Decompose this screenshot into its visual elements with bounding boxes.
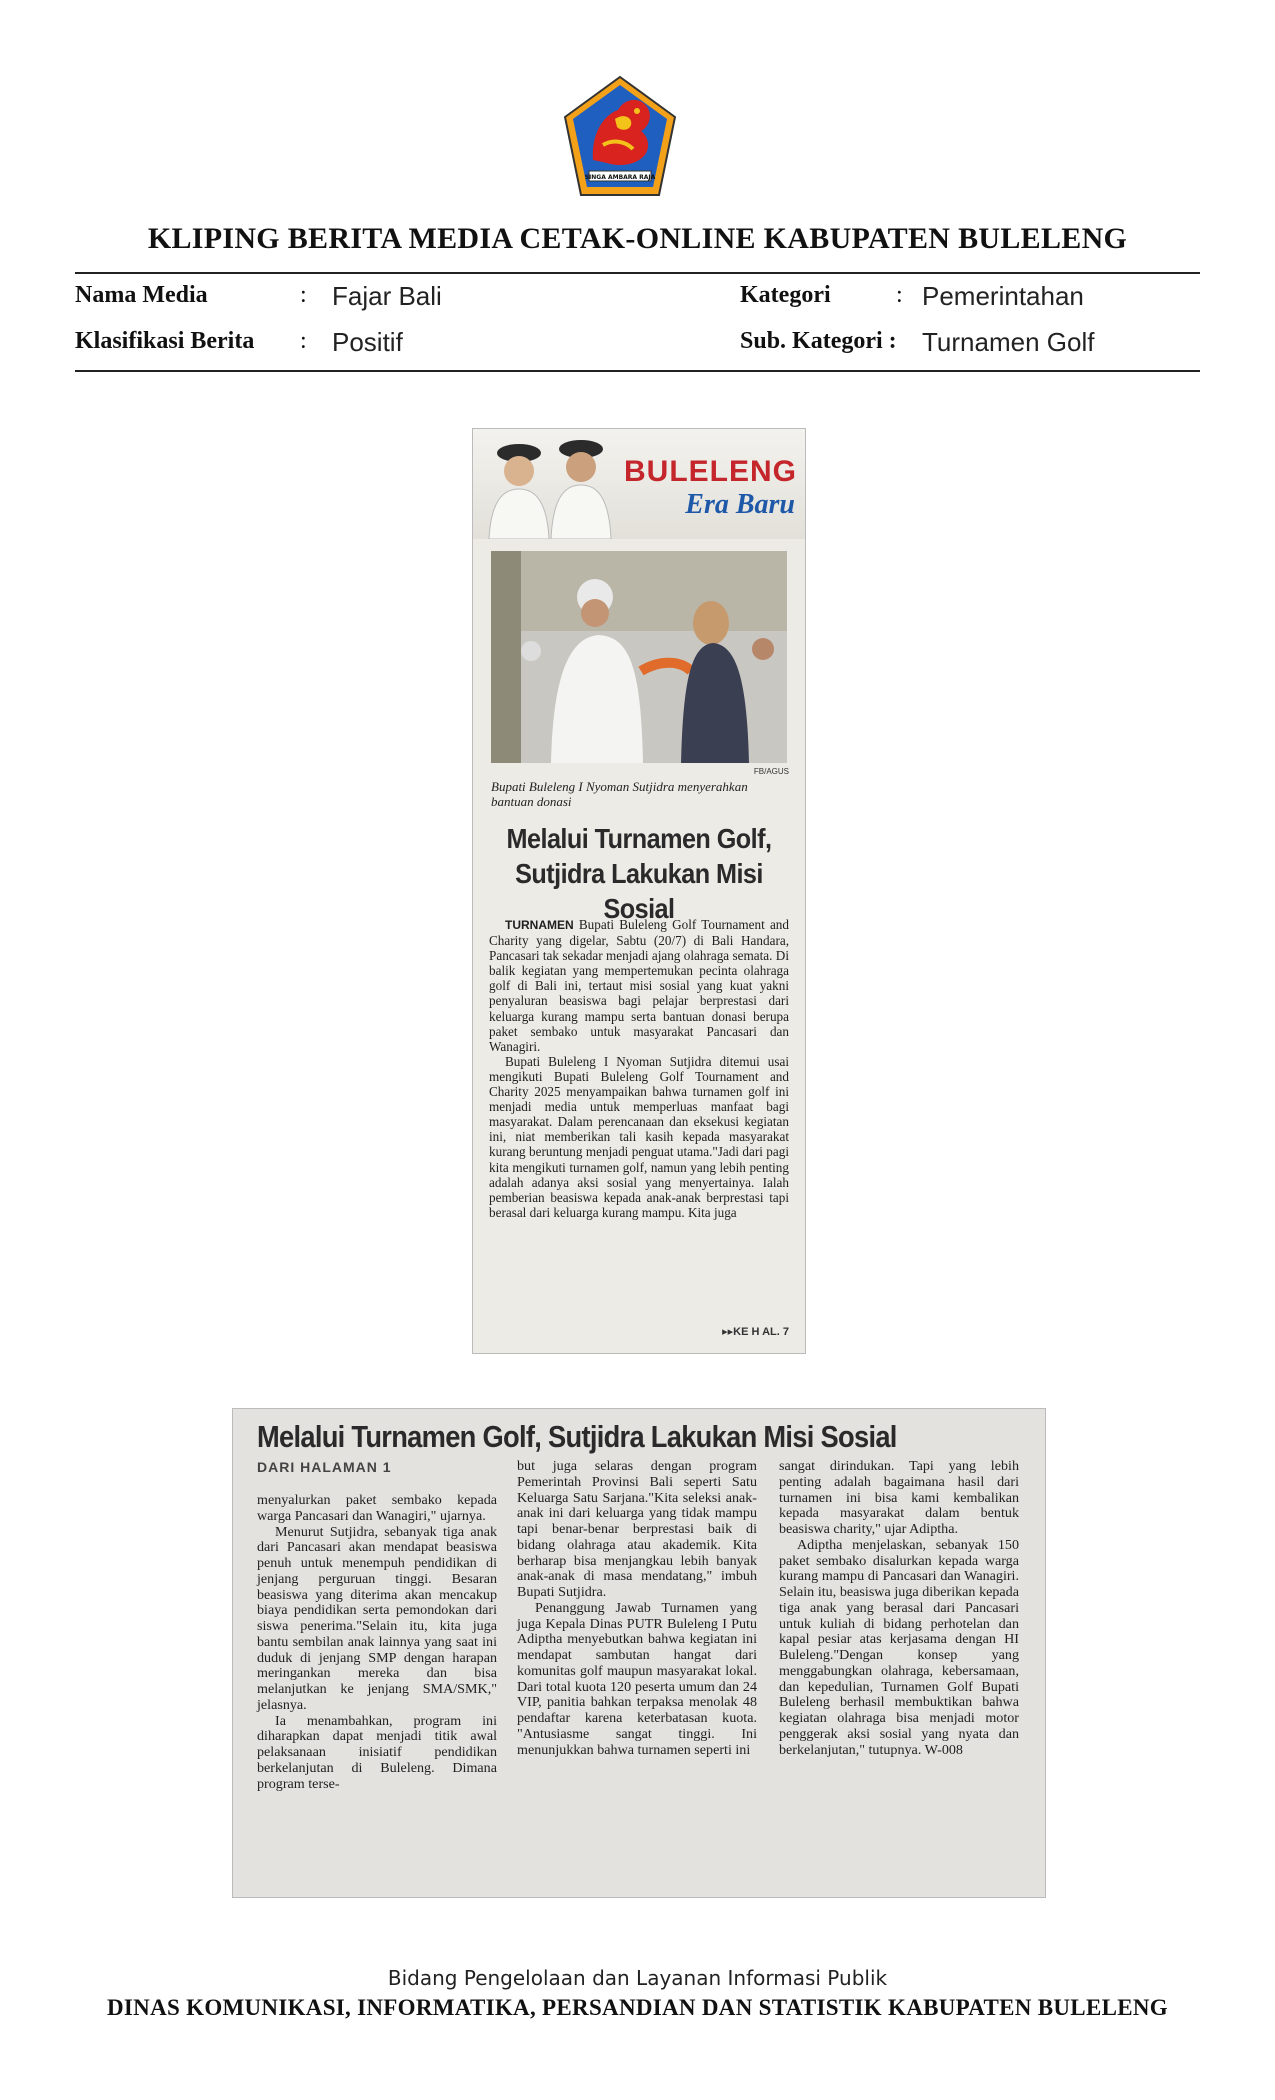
article-body-front: [489, 917, 789, 1220]
article-paragraph: Adiptha menjelaskan, sebanyak 150 paket sembako disalurkan kepada warga kurang mampu di Pancasari dan Wanagiri. Selain itu, beasiswa juga diberikan kepada tiga anak yang berasal dari Pancasari untuk kuliah di bidang perhotelan dan kapal pesiar atas kerjasama dengan HI Buleleng."Dengan konsep yang menggabungkan olahraga, kebersamaan, dan kepedulian, Turnamen Golf Bupati Buleleng berhasil membuktikan bahwa kegiatan olahraga bisa menjadi motor penggerak aksi sosial yang nyata dan berkelanjutan," tutupnya. W-008: [779, 1536, 1019, 1758]
ceremony-photo-image: [491, 551, 787, 763]
article-lead-word: TURNAMEN: [505, 918, 574, 932]
newspaper-clipping-front: [472, 428, 806, 1354]
article-paragraph: Penanggung Jawab Turnamen yang juga Kepala Dinas PUTR Buleleng I Putu Adiptha menyebutkan bahwa kegiatan ini mendapat sambutan hangat dari komunitas golf maupun masyarakat lokal. Dari total kuota 120 peserta umum dan 24 VIP, panitia bahkan terpaksa menolak 48 pendaftar karena keterbatasan kuota. "Antusiasme sangat tinggi. Ini menunjukkan bahwa turnamen seperti ini: [517, 1599, 757, 1758]
article-paragraph: menyalurkan paket sembako kepada warga Pancasari dan Wanagiri," ujarnya.: [257, 1492, 497, 1524]
top-divider: [75, 272, 1200, 274]
article-paragraph: but juga selaras dengan program Pemerintah Provinsi Bali seperti Satu Keluarga Satu Sarjana."Kita seleksi anak-anak ini dari keluarga yang tidak mampu tapi benar-benar berprestasi baik di bidang olahraga atau akademik. Kita berharap bisa menjangkau lebih banyak anak-anak di masa mendatang," imbuh Bupati Sutjidra.: [517, 1458, 757, 1600]
media-colon: :: [300, 282, 307, 308]
continued-page-marker: ▸▸KE H AL. 7: [722, 1326, 789, 1338]
logo-motto: SINGA AMBARA RAJA: [584, 174, 656, 181]
kategori-value: Pemerintahan: [922, 281, 1084, 311]
newspaper-clipping-continuation: [232, 1408, 1046, 1898]
buleleng-emblem-logo: [563, 75, 677, 199]
article-headline: Melalui Turnamen Golf, Sutjidra Lakukan Misi Sosial: [506, 823, 772, 924]
footer-division: Bidang Pengelolaan dan Layanan Informasi Publik: [387, 1966, 888, 1990]
kategori-colon: :: [896, 282, 903, 308]
column-banner: [473, 429, 805, 539]
photo-credit: FB/AGUS: [753, 767, 789, 776]
klasifikasi-value: Positif: [332, 327, 403, 357]
article-paragraph: Menurut Sutjidra, sebanyak tiga anak dari Pancasari akan mendapat beasiswa penuh untuk menempuh pendidikan di jenjang perguruan tinggi. Besaran beasiswa yang diterima akan mencakup biaya pendidikan serta pemondokan dari siswa penerima."Selain itu, kita juga bantu sembilan anak lainnya yang saat ini duduk di jenjang SMP dengan harapan meringankan mereka dan bisa melanjutkan ke jenjang SMA/SMK," jelasnya.: [257, 1523, 497, 1713]
from-page-marker: DARI HALAMAN 1: [257, 1459, 392, 1475]
subkategori-value: Turnamen Golf: [922, 327, 1095, 357]
officials-portrait-image: [481, 429, 621, 539]
footer-agency: DINAS KOMUNIKASI, INFORMATIKA, PERSANDIAN DAN STATISTIK KABUPATEN BULELENG: [107, 1995, 1168, 2020]
article-paragraph: Bupati Buleleng Golf Tournament and Charity yang digelar, Sabtu (20/7) di Bali Handara, Pancasari tak sekadar menjadi ajang olahraga semata. Di balik kegiatan yang mempertemukan pecinta olahraga golf di Bali ini, tertaut misi sosial yang kuat yakni penyaluran beasiswa bagi pelajar berprestasi dari keluarga kurang mampu serta bantuan donasi berupa paket sembako untuk masyarakat Pancasari dan Wanagiri.: [489, 917, 789, 1054]
article-column-1: [257, 1493, 497, 1792]
klasifikasi-label: Klasifikasi Berita: [75, 328, 255, 354]
banner-subtitle: Era Baru: [685, 489, 795, 520]
subkategori-label: Sub. Kategori :: [740, 328, 897, 354]
photo-caption: Bupati Buleleng I Nyoman Sutjidra menyerahkan bantuan donasi: [491, 779, 748, 809]
article-paragraph: Ia menambahkan, program ini diharapkan dapat menjadi titik awal pelaksanaan inisiatif pendidikan berkelanjutan di Buleleng. Dimana program terse-: [257, 1712, 497, 1792]
klasifikasi-colon: :: [300, 328, 307, 354]
article-photo: [491, 551, 787, 763]
article-column-3: [779, 1459, 1019, 1758]
media-label: Nama Media: [75, 282, 208, 308]
media-value: Fajar Bali: [332, 281, 442, 311]
meta-divider: [75, 370, 1200, 372]
article-paragraph: sangat dirindukan. Tapi yang lebih penting adalah bagaimana hasil dari turnamen ini bisa kami kembalikan kepada masyarakat dalam bentuk beasiswa charity," ujar Adiptha.: [779, 1458, 1019, 1537]
page-title: KLIPING BERITA MEDIA CETAK-ONLINE KABUPATEN BULELENG: [147, 222, 1128, 255]
article-column-2: [517, 1459, 757, 1758]
article-paragraph: Bupati Buleleng I Nyoman Sutjidra ditemui usai mengikuti Bupati Buleleng Golf Tournament and Charity 2025 menyampaikan bahwa turnamen golf ini menjadi media untuk memperluas manfaat bagi masyarakat. Dalam perencanaan dan eksekusi kegiatan ini, niat memberikan tali kasih kepada masyarakat kurang beruntung menjadi penguat utama."Jadi dari pagi kita mengikuti turnamen golf, namun yang lebih penting adalah adanya aksi sosial yang menyertainya. Ialah pemberian beasiswa kepada anak-anak berprestasi tapi berasal dari keluarga kurang mampu. Kita juga: [489, 1053, 789, 1220]
kategori-label: Kategori: [740, 282, 831, 308]
banner-title: BULELENG: [624, 455, 797, 488]
continuation-headline: Melalui Turnamen Golf, Sutjidra Lakukan Misi Sosial: [257, 1419, 897, 1454]
